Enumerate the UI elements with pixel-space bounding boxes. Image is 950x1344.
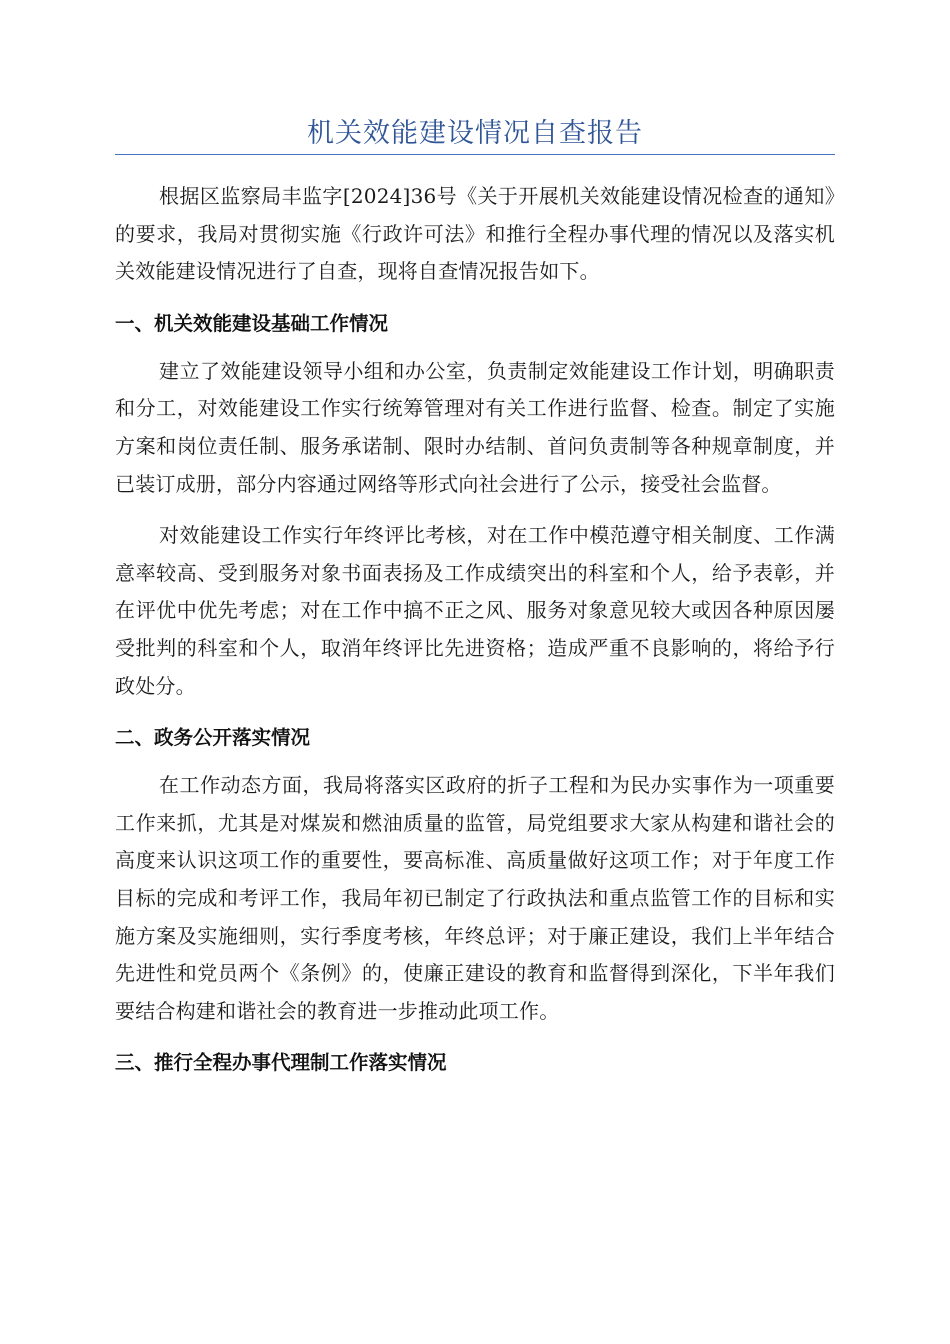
intro-paragraph: 根据区监察局丰监字[2024]36号《关于开展机关效能建设情况检查的通知》的要求，我局对贯彻实施《行政许可法》和推行全程办事代理的情况以及落实机关效能建设情况进行了自查，现将自查情况报告如下。	[115, 184, 835, 284]
section-1-heading: 一、机关效能建设基础工作情况	[115, 311, 389, 335]
spacer	[115, 705, 835, 723]
spacer	[115, 291, 835, 309]
section-3-heading: 三、推行全程办事代理制工作落实情况	[115, 1051, 447, 1075]
spacer	[115, 1030, 835, 1048]
section-2-paragraph-1: 在工作动态方面，我局将落实区政府的折子工程和为民办实事作为一项重要工作来抓，尤其是对煤炭和燃油质量的监管，局党组要求大家从构建和谐社会的高度来认识这项工作的重要性，要高标准、高质量做好这项工作；对于年度工作目标的完成和考评工作，我局年初已制定了行政执法和重点监管工作的目标和实施方案及实施细则，实行季度考核，年终总评；对于廉正建设，我们上半年结合先进性和党员两个《条例》的，使廉正建设的教育和监督得到深化，下半年我们要结合构建和谐社会的教育进一步推动此项工作。	[115, 773, 835, 1023]
section-1-paragraph-1: 建立了效能建设领导小组和办公室，负责制定效能建设工作计划，明确职责和分工，对效能建设工作实行统筹管理对有关工作进行监督、检查。制定了实施方案和岗位责任制、服务承诺制、限时办结制、首问负责制等各种规章制度，并已装订成册，部分内容通过网络等形式向社会进行了公示，接受社会监督。	[115, 358, 835, 496]
document-body	[115, 178, 835, 1078]
section-1-paragraph-2: 对效能建设工作实行年终评比考核，对在工作中模范遵守相关制度、工作满意率较高、受到服务对象书面表扬及工作成绩突出的科室和个人，给予表彰，并在评优中优先考虑；对在工作中搞不正之风、服务对象意见较大或因各种原因屡受批判的科室和个人，取消年终评比先进资格；造成严重不良影响的，将给予行政处分。	[115, 523, 835, 698]
spacer	[115, 753, 835, 767]
spacer	[115, 339, 835, 353]
section-2-heading: 二、政务公开落实情况	[115, 726, 311, 750]
title-underline	[115, 154, 835, 155]
document-title: 机关效能建设情况自查报告	[307, 118, 643, 149]
spacer	[115, 503, 835, 517]
